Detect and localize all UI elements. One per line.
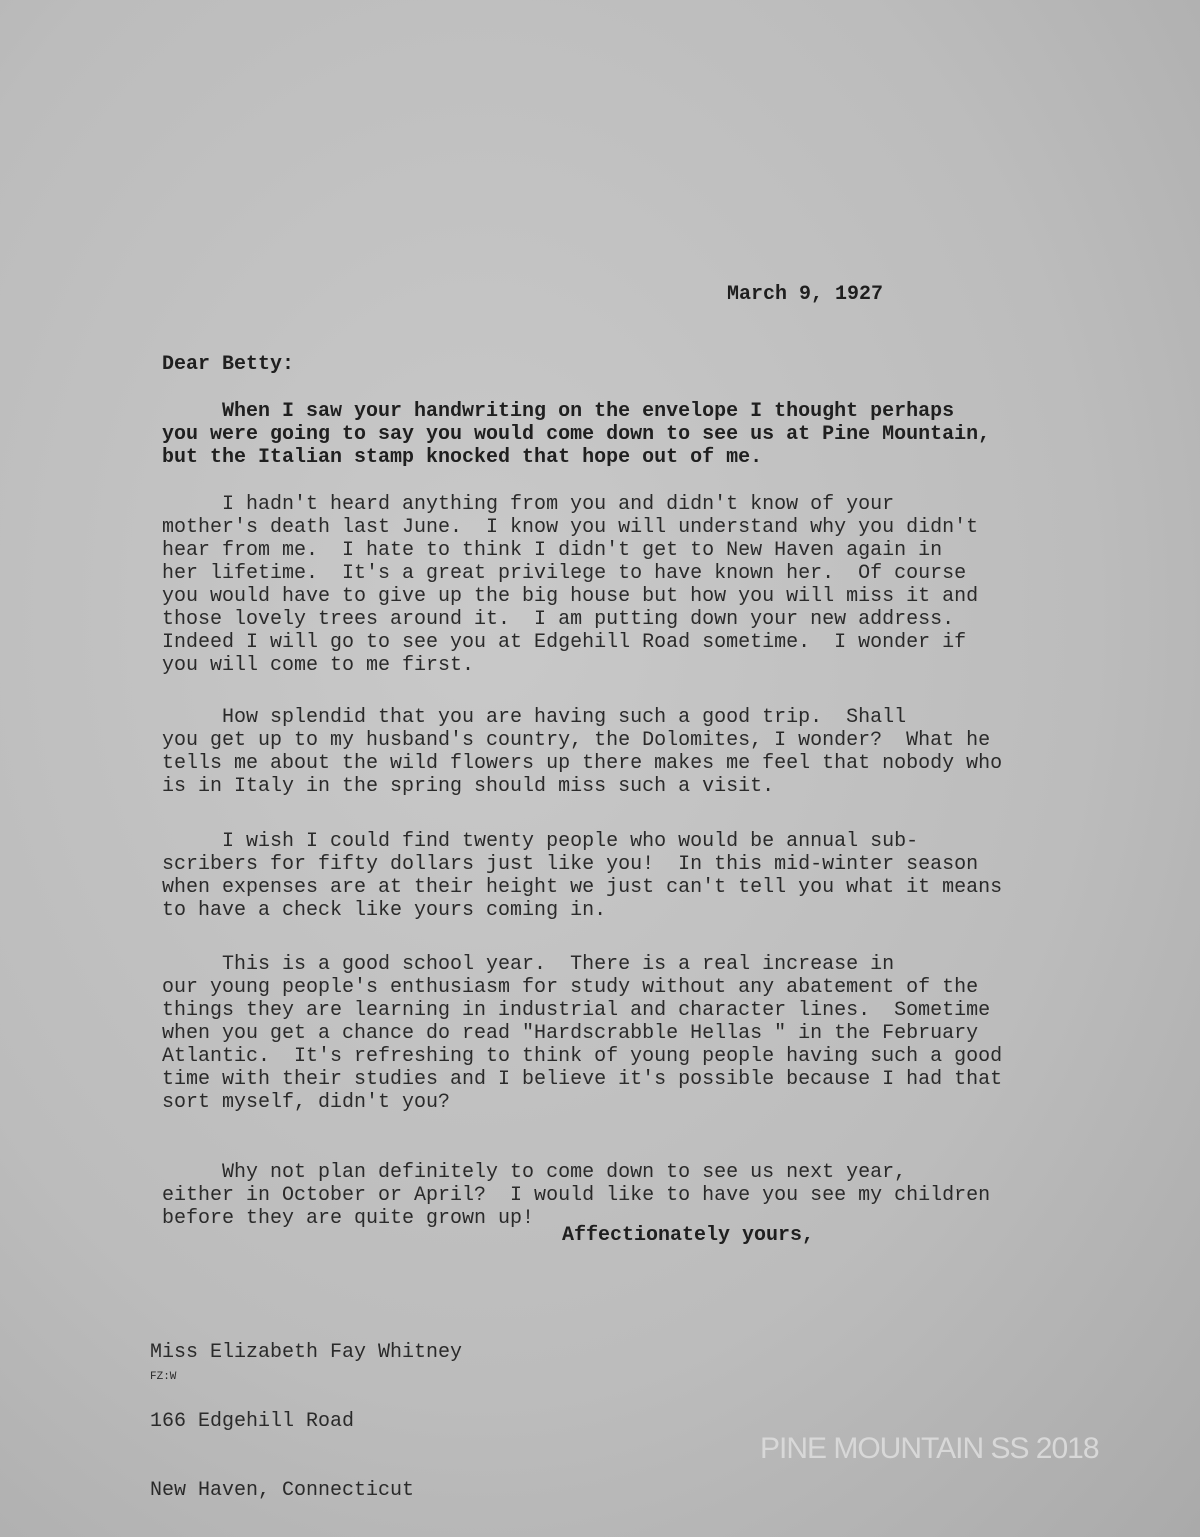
address-line: Miss Elizabeth Fay Whitney [150,1341,463,1364]
text-line: sort myself, didn't you? [162,1091,451,1114]
recipient-address [150,1295,462,1525]
address-line: 166 Edgehill Road [150,1410,355,1433]
text-line: is in Italy in the spring should miss such a visit. [162,775,775,798]
watermark: PINE MOUNTAIN SS 2018 [760,1432,1099,1465]
text-line: when you get a chance do read "Hardscrabble Hellas " in the February [162,1022,979,1045]
paragraph [162,493,978,677]
text-line: Why not plan definitely to come down to see us next year, [162,1161,907,1184]
text-line: those lovely trees around it. I am putting down your new address. [162,608,955,631]
paragraph [162,1161,990,1230]
text-line: but the Italian stamp knocked that hope out of me. [162,446,763,469]
address-line: New Haven, Connecticut [150,1479,415,1502]
text-line: you get up to my husband's country, the Dolomites, I wonder? What he [162,729,991,752]
text-line: How splendid that you are having such a good trip. Shall [162,706,907,729]
closing: Affectionately yours, [562,1224,815,1247]
text-line: you would have to give up the big house but how you will miss it and [162,585,979,608]
text-line: our young people's enthusiasm for study without any abatement of the [162,976,979,999]
text-line: When I saw your handwriting on the envelope I thought perhaps [162,400,955,423]
typist-initials: FZ:W [150,1371,177,1383]
text-line: hear from me. I hate to think I didn't get to New Haven again in [162,539,943,562]
text-line: time with their studies and I believe it's possible because I had that [162,1068,1003,1091]
paragraph [162,953,1002,1114]
text-line: This is a good school year. There is a real increase in [162,953,895,976]
text-line: I hadn't heard anything from you and didn't know of your [162,493,895,516]
text-line: before they are quite grown up! [162,1207,535,1230]
text-line: when expenses are at their height we just can't tell you what it means [162,876,1003,899]
text-line: Indeed I will go to see you at Edgehill Road sometime. I wonder if [162,631,967,654]
text-line: I wish I could find twenty people who would be annual sub- [162,830,919,853]
text-line: mother's death last June. I know you will understand why you didn't [162,516,979,539]
paragraph [162,706,1002,798]
text-line: to have a check like yours coming in. [162,899,607,922]
text-line: tells me about the wild flowers up there makes me feel that nobody who [162,752,1003,775]
text-line: either in October or April? I would like to have you see my children [162,1184,991,1207]
paragraph [162,400,990,469]
text-line: Atlantic. It's refreshing to think of young people having such a good [162,1045,1003,1068]
text-line: you will come to me first. [162,654,475,677]
salutation: Dear Betty: [162,353,295,376]
text-line: her lifetime. It's a great privilege to have known her. Of course [162,562,967,585]
text-line: scribers for fifty dollars just like you! In this mid-winter season [162,853,979,876]
letter-date: March 9, 1927 [727,283,884,306]
text-line: you were going to say you would come down to see us at Pine Mountain, [162,423,991,446]
text-line: things they are learning in industrial and character lines. Sometime [162,999,991,1022]
paragraph [162,830,1002,922]
